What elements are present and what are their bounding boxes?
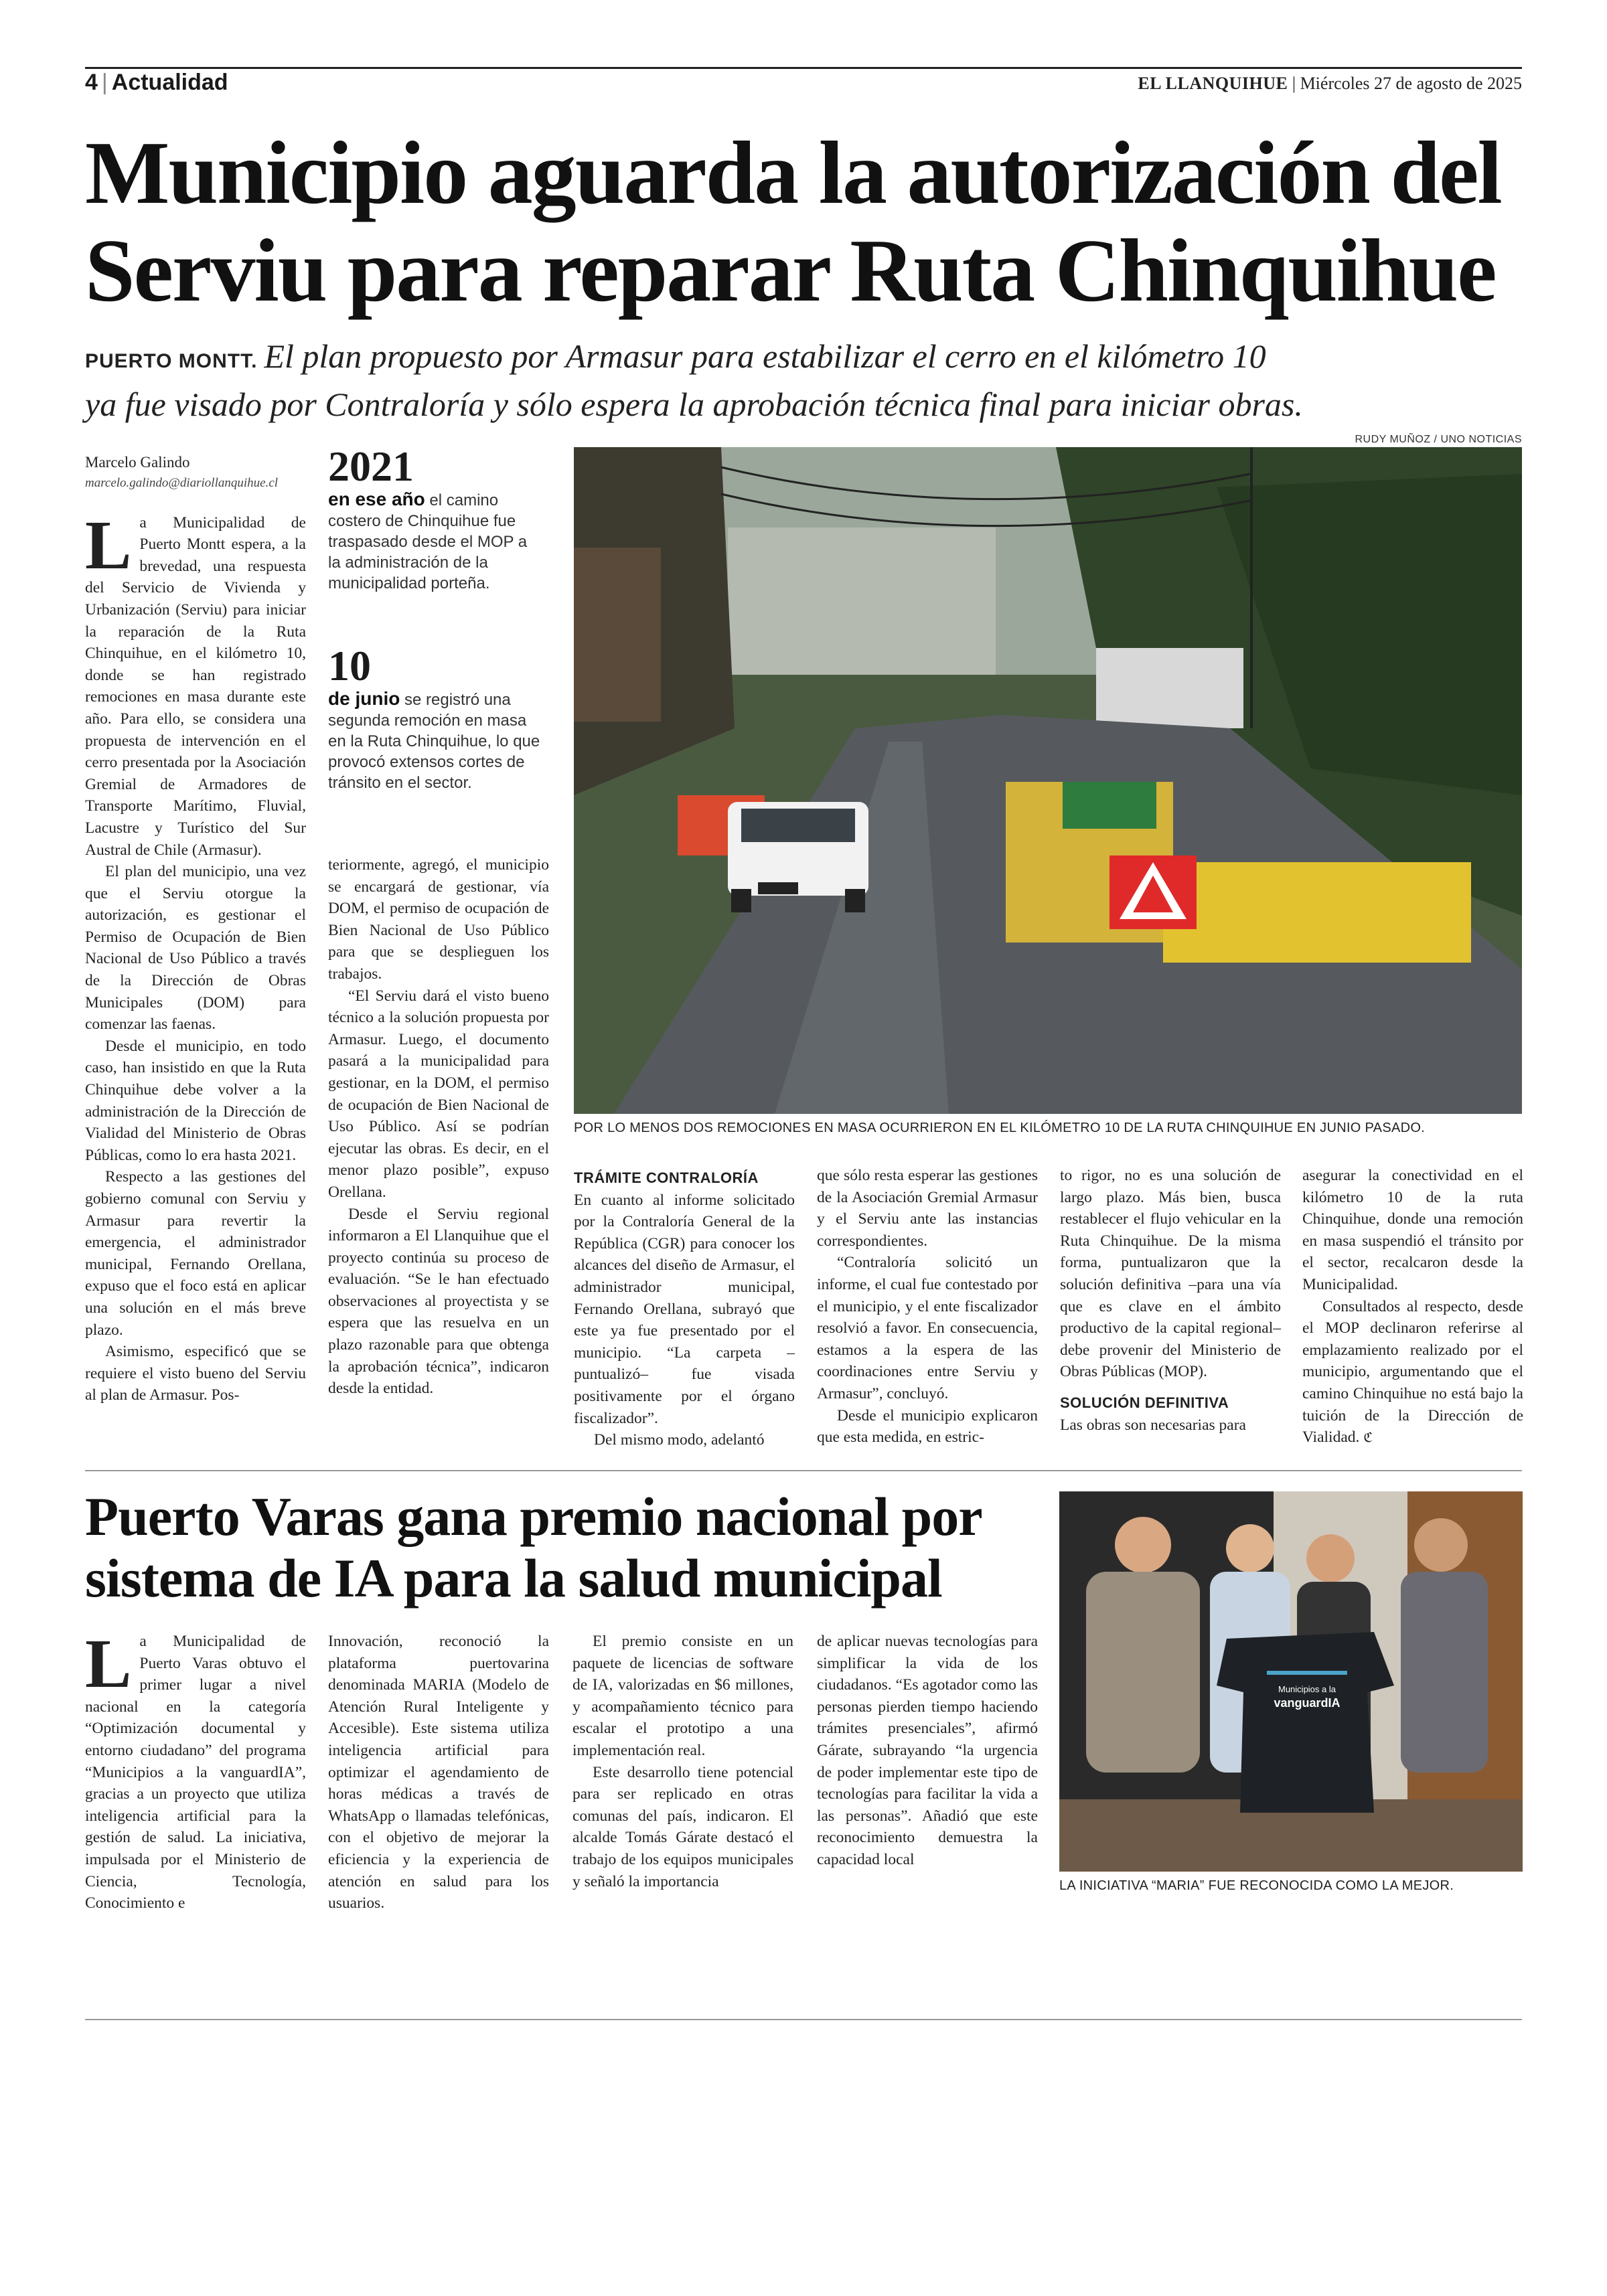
- paragraph: Asimismo, especificó que se requiere el visto bueno del Serviu al plan de Armasur. Pos-: [85, 1343, 306, 1404]
- article-headline: [85, 124, 1531, 319]
- paragraph: a Municipalidad de Puerto Varas obtuvo el primer lugar a nivel nacional en la categoría “Optimización documental y entorno ciudadano” del programa “Municipios a la vanguardIA”, gracias a un proyecto que utiliza inteligencia artificial para la gestión de salud. La iniciativa, impulsada por el Ministerio de Ciencia, Tecnología, Conocimiento e: [85, 1633, 306, 1912]
- stat-number: 10: [328, 642, 371, 689]
- paragraph: de aplicar nuevas tecnologías para simplificar la vida de los ciudadanos. “Es agotador como las personas pierden tiempo haciendo trámites presenciales”, afirmó Gárate, subrayando “la urgencia de poder implementar este tipo de tecnologías para facilitar la vida a las personas”. Añadió que este reconocimiento demuestra la capacidad local: [817, 1633, 1038, 1868]
- stat-highlight: en ese año: [328, 489, 425, 509]
- headline-line: Municipio aguarda la autorización del: [85, 123, 1501, 222]
- drop-cap: L: [85, 506, 132, 584]
- paragraph: asegurar la conectividad en el kilómetro 10 de la ruta Chinquihue, donde una remoción en masa suspendió el tránsito por el sector, recalcaron desde la Municipalidad.: [1302, 1167, 1523, 1293]
- end-mark: ℭ: [1363, 1430, 1373, 1446]
- lead-line: ya fue visado por Contraloría y sólo espera la aprobación técnica final para iniciar obras.: [85, 386, 1303, 423]
- paragraph: “El Serviu dará el visto bueno técnico a la solución propuesta por Armasur. Luego, el documento pasará a la municipalidad para gestionar, en la DOM, el permiso de ocupación de Bien Nacional de Uso Público. Así se podrían ejecutar las obras. Es decir, en el menor plazo posible”, expuso Orellana.: [328, 987, 549, 1201]
- article-column-4: [817, 1165, 1038, 1449]
- page-number: 4: [85, 70, 98, 95]
- article2-column-4: [817, 1631, 1038, 1871]
- paragraph: Consultados al respecto, desde el MOP declinaron referirse al emplazamiento realizado por el municipio, argumentando que el camino Chinquihue no está bajo la tuición de la Dirección de Vialidad.: [1302, 1297, 1523, 1447]
- lead-line: El plan propuesto por Armasur para estabilizar el cerro en el kilómetro 10: [264, 337, 1266, 375]
- paragraph: teriormente, agregó, el municipio se encargará de gestionar, vía DOM, el permiso de ocupación de Bien Nacional de Uso Público para que se desplieguen los trabajos.: [328, 856, 549, 983]
- newspaper-name: EL LLANQUIHUE: [1138, 74, 1288, 93]
- paragraph: Respecto a las gestiones del gobierno comunal con Serviu y Armasur para revertir la emergencia, el administrador municipal, Fernando Orellana, expuso que el foco está en aplicar una solución en el más breve plazo.: [85, 1168, 306, 1339]
- headline-line: Puerto Varas gana premio nacional por: [85, 1486, 982, 1547]
- award-photo: [1059, 1491, 1523, 1872]
- stat-number: 2021: [328, 442, 414, 490]
- article-column-6: [1302, 1165, 1523, 1449]
- paragraph: Las obras son necesarias para: [1060, 1416, 1246, 1434]
- paragraph: Innovación, reconoció la plataforma puertovarina denominada MARIA (Modelo de Atención Rural Inteligente y Accesible). Este sistema utiliza inteligencia artificial para optimizar el agendamiento de horas médicas a través de WhatsApp o llamadas telefónicas, con el objetivo de mejorar la eficiencia y la experiencia de atención en salud para los usuarios.: [328, 1633, 549, 1912]
- issue-date: Miércoles 27 de agosto de 2025: [1300, 74, 1522, 93]
- paragraph: to rigor, no es una solución de largo plazo. Más bien, busca restablecer el flujo vehicular en la Ruta Chinquihue. De la misma forma, puntualizaron que la solución definitiva –para una vía que es clave en el ámbito productivo de la capital regional– debe provenir del Ministerio de Obras Públicas (MOP).: [1060, 1167, 1281, 1381]
- paragraph: El plan del municipio, una vez que el Serviu otorgue la autorización, es gestionar el Permiso de Ocupación de Bien Nacional de Uso Público a través de la Dirección de Obras Municipales (DOM) para comenzar las faenas.: [85, 863, 306, 1034]
- paragraph: El premio consiste en un paquete de licencias de software de IA, valorizadas en $6 millones, y acompañamiento técnico para escalar el prototipo a una implementación real.: [572, 1633, 793, 1759]
- paragraph: Desde el municipio, en todo caso, han insistido en que la Ruta Chinquihue debe volver a la administración de la Dirección de Vialidad del Ministerio de Obras Públicas, como lo era hasta 2021.: [85, 1037, 306, 1164]
- drop-cap: L: [85, 1625, 132, 1702]
- masthead-dateline: [1138, 74, 1522, 94]
- separator: |: [101, 70, 108, 95]
- article-lead: [85, 335, 1531, 426]
- article-divider: [85, 1470, 1522, 1471]
- article2-column-2: [328, 1631, 549, 1914]
- award-photo-illustration: [1059, 1491, 1523, 1872]
- paragraph: que sólo resta esperar las gestiones de la Asociación Gremial Armasur y el Serviu ante las instancias correspondientes.: [817, 1167, 1038, 1250]
- paragraph: Desde el municipio explicaron que esta medida, en estric-: [817, 1406, 1038, 1447]
- tshirt-text-line2: vanguardIA: [1274, 1696, 1341, 1710]
- paragraph: a Municipalidad de Puerto Montt espera, a la brevedad, una respuesta del Servicio de Vivienda y Urbanización (Serviu) para iniciar la reparación de la Ruta Chinquihue, en el kilómetro 10, donde se han registrado remociones en masa durante este año. Para ello, se considera una propuesta de intervención en el cerro presentada por la Asociación Gremial de Armadores de Transporte Marítimo, Fluvial, Lacustre y Turístico del Sur Austral de Chile (Armasur).: [85, 513, 306, 859]
- headline-line: sistema de IA para la salud municipal: [85, 1548, 942, 1609]
- stat-highlight: de junio: [328, 688, 400, 709]
- dateline-place: PUERTO MONTT.: [85, 350, 258, 372]
- section-name: Actualidad: [111, 70, 228, 95]
- article-column-5: [1060, 1165, 1281, 1436]
- article-column-2: [328, 854, 549, 1400]
- photo-caption: POR LO MENOS DOS REMOCIONES EN MASA OCURRIERON EN EL KILÓMETRO 10 DE LA RUTA CHINQUIHUE EN JUNIO PASADO.: [574, 1121, 1426, 1135]
- paragraph: Del mismo modo, adelantó: [594, 1431, 765, 1449]
- stat-description: el camino costero de Chinquihue fue traspasado desde el MOP a la administración de la municipalidad porteña.: [328, 491, 528, 592]
- road-photo: [574, 447, 1522, 1114]
- page-section-label: [85, 70, 228, 96]
- page-bottom-rule: [85, 2019, 1522, 2020]
- section-subhead: TRÁMITE CONTRALORÍA: [574, 1169, 759, 1186]
- article-column-1: [85, 453, 306, 1406]
- article2-headline: [85, 1486, 1036, 1609]
- stat-box-june: [328, 644, 542, 793]
- article-column-3: [574, 1165, 795, 1451]
- photo-caption: LA INICIATIVA “MARIA” FUE RECONOCIDA COMO LA MEJOR.: [1059, 1878, 1454, 1893]
- article2-column-3: [572, 1631, 793, 1892]
- author-name: Marcelo Galindo: [85, 454, 190, 471]
- header-rule: [85, 67, 1522, 69]
- article2-column-1: [85, 1625, 306, 1914]
- paragraph: “Contraloría solicitó un informe, el cual fue contestado por el municipio, y el ente fiscalizador resolvió a favor. En consecuencia, estamos a la espera de las coordinaciones entre Serviu y Armasur”, concluyó.: [817, 1254, 1038, 1402]
- photo-credit: RUDY MUÑOZ / UNO NOTICIAS: [1355, 434, 1522, 445]
- stat-box-2021: [328, 444, 542, 594]
- paragraph: Desde el Serviu regional informaron a El Llanquihue que el proyecto continúa su proceso de evaluación. “Se le han efectuado observaciones al proyectista y se espera que las resuelva en un plazo razonable para que obtenga la aprobación técnica”, indicaron desde la entidad.: [328, 1205, 549, 1398]
- stat-description: se registró una segunda remoción en masa en la Ruta Chinquihue, lo que provocó extensos cortes de tránsito en el sector.: [328, 691, 540, 792]
- paragraph: En cuanto al informe solicitado por la Contraloría General de la República (CGR) para conocer los alcances del diseño de Armasur, el administrador municipal, Fernando Orellana, subrayó que este ya fue presentado por el municipio. “La carpeta –puntualizó– fue visada positivamente por el órgano fiscalizador”.: [574, 1191, 795, 1427]
- section-subhead: SOLUCIÓN DEFINITIVA: [1060, 1394, 1229, 1411]
- author-email: marcelo.galindo@diariollanquihue.cl: [85, 476, 279, 490]
- tshirt-text-line1: Municipios a la: [1278, 1684, 1336, 1694]
- headline-line: Serviu para reparar Ruta Chinquihue: [85, 221, 1496, 320]
- road-photo-illustration: [574, 447, 1522, 1114]
- separator: |: [1288, 74, 1300, 93]
- paragraph: Este desarrollo tiene potencial para ser replicado en otras comunas del país, indicaron. El alcalde Tomás Gárate destacó el trabajo de los equipos municipales y señaló la importancia: [572, 1763, 793, 1890]
